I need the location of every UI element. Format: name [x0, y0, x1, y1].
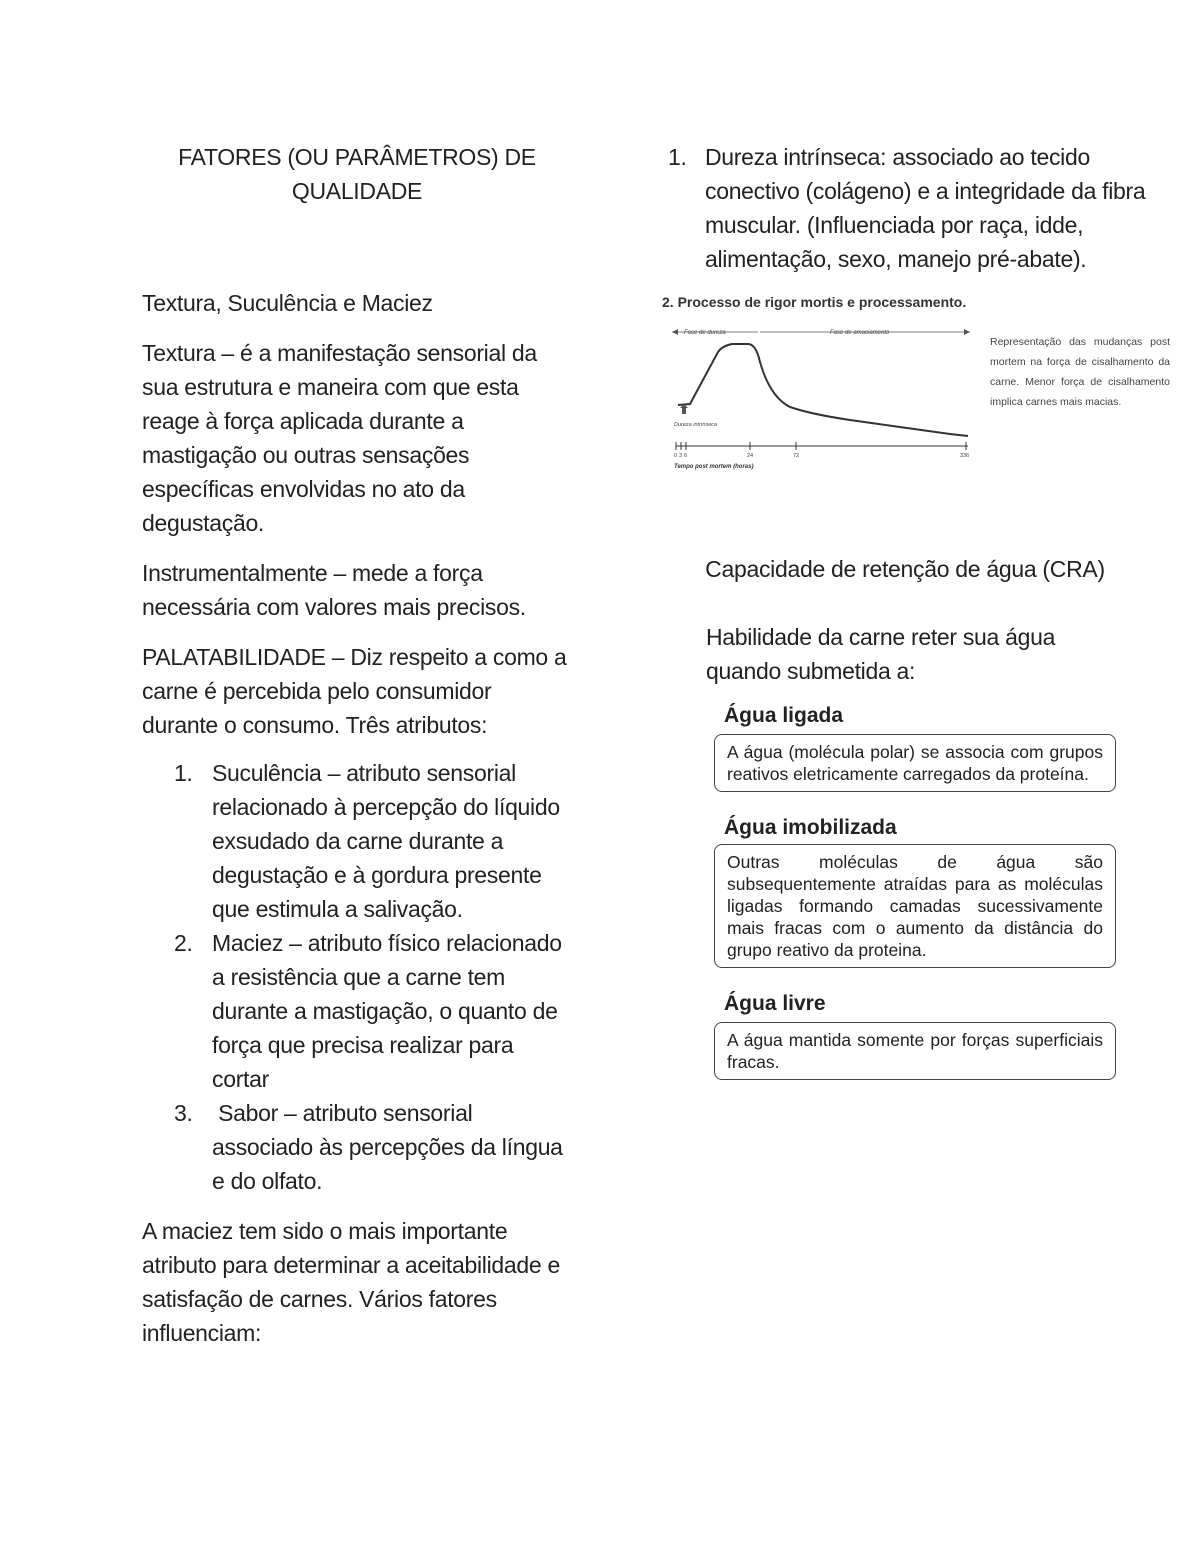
list-text: Dureza intrínseca: associado ao tecido conectivo (colágeno) e a integridade da fibra muscular. (Influenciada por raça, idde, alimentação, sexo, manejo pré-abate). — [705, 144, 1146, 272]
list-item — [660, 140, 1180, 276]
rigor-mortis-figure — [660, 294, 1180, 494]
list-item — [142, 1096, 572, 1198]
water-box: A água mantida somente por forças superficiais fracas. — [714, 1022, 1116, 1080]
tick-label: 0 — [674, 453, 678, 459]
box-title: Água imobilizada — [724, 816, 897, 839]
figure-title: 2. Processo de rigor mortis e processamento. — [662, 294, 967, 310]
box-title: Água ligada — [724, 704, 844, 727]
dureza-label: Dureza intrínseca — [674, 422, 718, 428]
cra-paragraph: Habilidade da carne reter sua água quando submetida a: — [706, 624, 1056, 684]
instrumental-paragraph: Instrumentalmente – mede a força necessária com valores mais precisos. — [142, 560, 526, 620]
water-box: Outras moléculas de água são subsequentemente atraídas para as moléculas ligadas formando camadas sucessivamente mais fracas com o aumento da distância do grupo reativo da proteina. — [714, 844, 1116, 968]
phase-arrowhead — [672, 329, 678, 335]
tick-label: 72 — [793, 453, 800, 459]
palatabilidade-paragraph: PALATABILIDADE – Diz respeito a como a carne é percebida pelo consumidor durante o consumo. Três atributos: — [142, 644, 567, 738]
list-number: 2. — [174, 930, 193, 956]
left-column — [142, 140, 572, 1350]
phase-arrowhead — [964, 329, 970, 335]
tick-label: 6 — [684, 453, 688, 459]
x-axis-label: Tempo post mortem (horas) — [674, 464, 754, 470]
list-text: Suculência – atributo sensorial relacionado à percepção do líquido exsudado da carne durante a degustação e à gordura presente que estimula a salivação. — [212, 760, 560, 922]
cra-title: Capacidade de retenção de água (CRA) — [705, 556, 1105, 582]
page-title: FATORES (OU PARÂMETROS) DE QUALIDADE — [178, 144, 536, 204]
figure-caption: Representação das mudanças post mortem na força de cisalhamento da carne. Menor força de cisalhamento implica carnes mais macias. — [990, 336, 1170, 408]
list-number: 3. — [174, 1100, 193, 1126]
phase-left-label: Fase de dureza — [684, 330, 726, 336]
tick-label: 336 — [960, 453, 970, 459]
tick-label: 24 — [747, 453, 754, 459]
box-title: Água livre — [724, 992, 826, 1015]
dureza-list — [660, 140, 1180, 276]
section-subtitle: Textura, Suculência e Maciez — [142, 290, 433, 316]
water-box-group — [660, 992, 1180, 1080]
list-item — [142, 756, 572, 926]
right-column — [660, 140, 1180, 1080]
maciez-paragraph: A maciez tem sido o mais importante atributo para determinar a aceitabilidade e satisfação de carnes. Vários fatores influenciam: — [142, 1218, 560, 1346]
list-text: Maciez – atributo físico relacionado a resistência que a carne tem durante a mastigação, o quanto de força que precisa realizar para cortar — [212, 930, 562, 1092]
phase-right-label: Fase de amaciamento — [830, 330, 890, 336]
shear-force-curve — [678, 344, 968, 436]
attributes-list — [142, 756, 572, 1198]
list-number: 1. — [174, 760, 193, 786]
textura-paragraph: Textura – é a manifestação sensorial da sua estrutura e maneira com que esta reage à força aplicada durante a mastigação ou outras sensações específicas envolvidas no ato da degustação. — [142, 340, 537, 536]
list-item — [142, 926, 572, 1096]
water-box-group — [660, 816, 1180, 968]
water-box-group — [660, 704, 1180, 792]
water-box: A água (molécula polar) se associa com grupos reativos eletricamente carregados da proteína. — [714, 734, 1116, 792]
list-number: 1. — [668, 144, 687, 170]
tick-label: 3 — [679, 453, 683, 459]
list-text: Sabor – atributo sensorial associado às percepções da língua e do olfato. — [212, 1100, 569, 1194]
shear-force-chart — [670, 322, 980, 482]
